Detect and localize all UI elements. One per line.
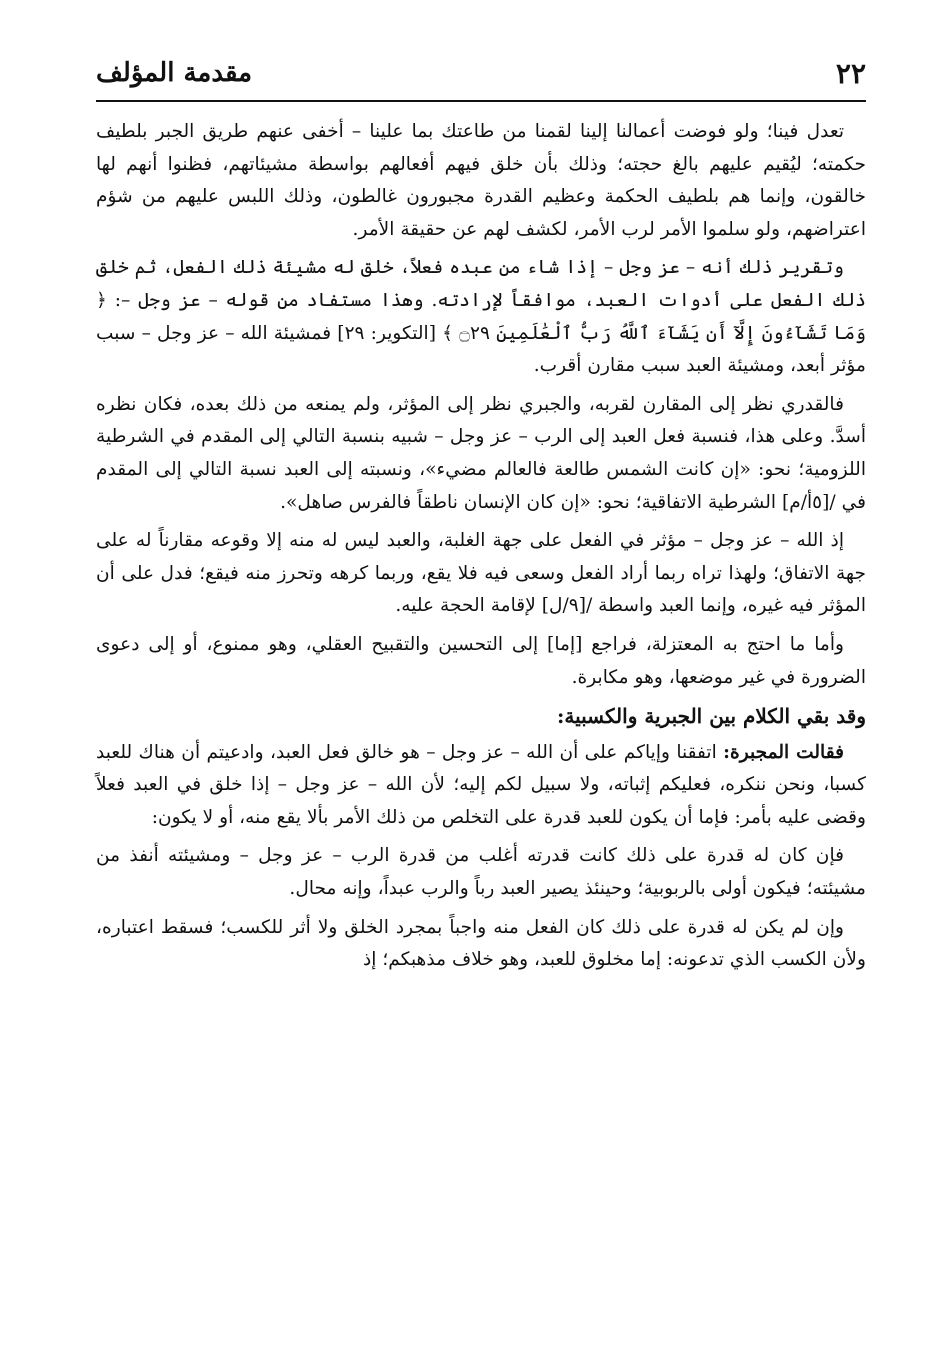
- page-number: ٢٢: [835, 56, 866, 90]
- paragraph-2-intro: وتقرير ذلك أنه – عز وجل – إذا شاء من عبده فعلاً، خلق له مشيئة ذلك الفعل، ثم خلق ذلك الفعل على أدوات العبد، موافقاً لإرادته. وهذا مستفاد من قوله – عز وجل –:: [96, 257, 866, 311]
- paragraph-6-lead: فقالت المجبرة:: [723, 741, 844, 763]
- paragraph-8: وإن لم يكن له قدرة على ذلك كان الفعل منه واجباً بمجرد الخلق ولا أثر للكسب؛ فسقط اعتباره، ولأن الكسب الذي تدعونه: إما مخلوق للعبد، وهو خلاف مذهبكم؛ إذ: [96, 916, 866, 971]
- body-text: [96, 116, 866, 983]
- paragraph-3: فالقدري نظر إلى المقارن لقربه، والجبري نظر إلى المؤثر، ولم يمنعه من ذلك بعده، فكان نظره أسدَّ. وعلى هذا، فنسبة فعل العبد إلى الرب – عز وجل – شبيه بنسبة التالي إلى المقدم في الشرطية اللزومية؛ نحو: «إن كانت الشمس طالعة فالعالم مضيء»، ونسبته إلى العبد نسبة التالي إلى المقدم في /[٥أ/م] الشرطية الاتفاقية؛ نحو: «إن كان الإنسان ناطقاً فالفرس صاهل».: [96, 393, 866, 513]
- paragraph-4: إذ الله – عز وجل – مؤثر في الفعل على جهة الغلبة، والعبد ليس له منه إلا وقوعه مقارناً له على جهة الاتفاق؛ ولهذا تراه ربما أراد الفعل وسعى فيه فلا يقع، وربما كرهه وتحرز منه فيقع؛ فدل على أن المؤثر فيه غيره، وإنما العبد واسطة /[٩/ل] لإقامة الحجة عليه.: [96, 530, 866, 617]
- paragraph-7: فإن كان له قدرة على ذلك كانت قدرته أغلب من قدرة الرب – عز وجل – ومشيئته أنفذ من مشيئته؛ فيكون أولى بالربوبية؛ وحينئذ يصير العبد رباً والرب عبداً، وإنه محال.: [96, 845, 866, 900]
- section-heading: وقد بقي الكلام بين الجبرية والكسبية:: [556, 704, 866, 729]
- paragraph-6: [96, 737, 866, 835]
- paragraph-1: تعدل فينا؛ ولو فوضت أعمالنا إلينا لقمنا من طاعتك بما علينا – أخفى عنهم طريق الجبر بلطيف حكمته؛ ليُقيم عليهم بالغ حجته؛ وذلك بأن خلق فيهم أفعالهم بواسطة مشيئاتهم، فظنوا أنهم لها خالقون، وإنما هم بلطيف الحكمة وعظيم القدرة مجبورون غالطون، وذلك اللبس عليهم من شؤم اعتراضهم، ولو سلموا الأمر لرب الأمر، لكشف لهم عن حقيقة الأمر.: [96, 121, 866, 240]
- paragraph-6-body: اتفقنا وإياكم على أن الله – عز وجل – هو خالق فعل العبد، وادعيتم أن هناك للعبد كسبا، ونحن ننكره، فعليكم إثباته، ولا سبيل لكم إليه؛ لأن الله – عز وجل – إذا خلق في العبد فعلاً وقضى عليه بأمر: فإما أن يكون للعبد قدرة على التخلص من ذلك الأمر بألا يقع منه، أو لا يكون:: [96, 741, 866, 828]
- paragraph-5: وأما ما احتج به المعتزلة، فراجع [إما] إلى التحسين والتقبيح العقلي، وهو ممنوع، أو إلى دعوى الضرورة في غير موضعها، وهو مكابرة.: [96, 633, 866, 688]
- paragraph-2: [96, 252, 866, 382]
- paragraph-2-citation: [التكوير: ٢٩] فمشيئة الله – عز وجل – سبب مؤثر أبعد، ومشيئة العبد سبب مقارن أقرب.: [96, 322, 866, 377]
- quran-verse: ﴿ وَمَا تَشَآءُونَ إِلَّآ أَن يَشَآءَ ٱللَّهُ رَبُّ ٱلْعَٰلَمِينَ ۝٢٩ ﴾: [96, 289, 866, 344]
- running-title: مقدمة المؤلف: [96, 58, 253, 88]
- page-header: [96, 50, 866, 96]
- header-rule: [96, 100, 866, 102]
